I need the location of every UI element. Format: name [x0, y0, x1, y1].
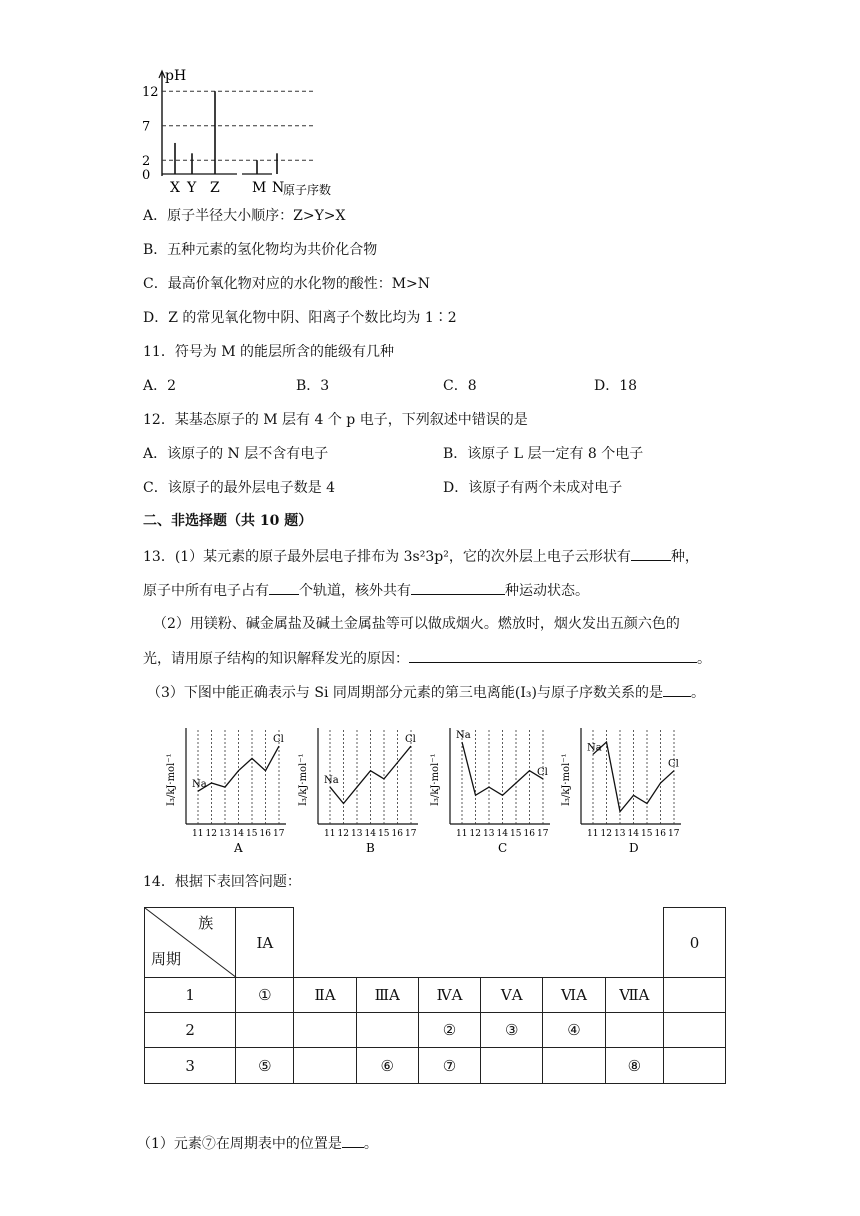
table-cell	[356, 1013, 418, 1048]
x-tick-label: 11	[456, 829, 468, 839]
y-axis-label: I₃/kJ·mol⁻¹	[430, 753, 441, 806]
x-tick-label: 14	[627, 829, 639, 839]
y-tick-label: 0	[142, 168, 151, 183]
x-tick-label: 11	[324, 829, 336, 839]
x-element-label: M	[252, 180, 267, 196]
q13-text: 13．(1）某元素的原子最外层电子排布为 3s²3p²，它的次外层上电子云形状有	[143, 549, 631, 565]
x-tick-label: 14	[496, 829, 508, 839]
period-cell: 2	[145, 1013, 236, 1048]
end-label: Cl	[405, 734, 416, 746]
answer-blank[interactable]	[663, 682, 691, 697]
x-tick-label: 17	[405, 829, 417, 839]
end-label: Cl	[273, 734, 284, 746]
x-tick-label: 15	[378, 829, 390, 839]
answer-blank[interactable]	[342, 1133, 364, 1148]
q13-text: （3）下图中能正确表示与 Si 同周期部分元素的第三电离能(I₃)与原子序数关系的是	[147, 685, 663, 701]
table-cell: ②	[418, 1013, 480, 1048]
q13-line-4	[143, 648, 711, 669]
group-1a-header: ⅠA	[236, 908, 294, 978]
table-cell: ⅦA	[605, 978, 663, 1013]
table-cell: ⅣA	[418, 978, 480, 1013]
x-tick-label: 17	[273, 829, 285, 839]
section-2-title: 二、非选择题（共 10 题）	[143, 513, 313, 529]
table-cell: ⑥	[356, 1048, 418, 1084]
y-tick-label: 7	[142, 119, 151, 135]
x-tick-label: 14	[364, 829, 376, 839]
x-tick-label: 15	[510, 829, 522, 839]
x-tick-label: 13	[219, 829, 231, 839]
q13-text: 种，	[670, 549, 699, 565]
q13-line-2	[143, 580, 589, 601]
q11-stem: 11．符号为 M 的能层所含的能级有几种	[143, 344, 395, 360]
empty-header	[294, 908, 664, 978]
ph-chart	[140, 66, 360, 196]
y-axis-label: I₃/kJ·mol⁻¹	[561, 753, 572, 806]
q11-option-c: C．8	[443, 378, 477, 394]
answer-blank[interactable]	[409, 648, 697, 663]
q13-text: 个轨道，核外共有	[299, 583, 411, 599]
x-element-label: Z	[210, 180, 220, 196]
x-tick-label: 13	[483, 829, 495, 839]
q13-text: 原子中所有电子占有	[143, 583, 269, 599]
x-tick-label: 12	[600, 829, 612, 839]
q14-sub1	[137, 1133, 378, 1154]
end-label: Cl	[537, 766, 548, 778]
x-tick-label: 16	[523, 829, 535, 839]
periodic-table	[144, 907, 726, 1084]
table-cell: ⑤	[236, 1048, 294, 1084]
q10-option-d: D．Z 的常见氧化物中阴、阳离子个数比均为 1∶2	[143, 310, 457, 326]
q14-text: （1）元素⑦在周期表中的位置是	[137, 1136, 342, 1152]
y-tick-label: 2	[142, 154, 151, 170]
table-cell	[605, 1013, 663, 1048]
table-cell: ⑦	[418, 1048, 480, 1084]
answer-blank[interactable]	[631, 546, 671, 561]
y-axis-label: I₃/kJ·mol⁻¹	[298, 753, 309, 806]
table-cell	[664, 978, 726, 1013]
y-axis-label: I₃/kJ·mol⁻¹	[166, 753, 177, 806]
table-row	[145, 1013, 726, 1048]
q13-text: 。	[690, 685, 705, 701]
x-tick-label: 16	[391, 829, 403, 839]
panel-label: C	[498, 841, 508, 855]
x-tick-label: 17	[537, 829, 549, 839]
table-cell: ⑧	[605, 1048, 663, 1084]
series-line	[593, 742, 674, 812]
ie-charts	[160, 720, 700, 855]
x-tick-label: 12	[205, 829, 217, 839]
table-row	[145, 978, 726, 1013]
q13-line-3: （2）用镁粉、碱金属盐及碱土金属盐等可以做成烟火。燃放时，烟火发出五颜六色的	[153, 616, 680, 632]
table-cell	[236, 1013, 294, 1048]
table-corner-cell	[145, 908, 236, 978]
q11-option-a: A．2	[143, 378, 177, 394]
x-element-label: N	[272, 180, 285, 196]
table-cell: ⅤA	[481, 978, 543, 1013]
table-cell: ⅥA	[543, 978, 605, 1013]
x-tick-label: 15	[641, 829, 653, 839]
q10-option-c: C．最高价氧化物对应的水化物的酸性：M>N	[143, 276, 431, 292]
table-cell: ④	[543, 1013, 605, 1048]
series-line	[198, 746, 279, 791]
table-cell: ①	[236, 978, 294, 1013]
table-row	[145, 1048, 726, 1084]
table-cell	[664, 1013, 726, 1048]
table-cell	[664, 1048, 726, 1084]
x-tick-label: 13	[351, 829, 363, 839]
table-cell	[294, 1013, 356, 1048]
panel-label: D	[629, 841, 639, 855]
table-cell: ⅢA	[356, 978, 418, 1013]
start-label: Na	[324, 775, 339, 787]
q12-option-d: D．该原子有两个未成对电子	[443, 480, 623, 496]
x-tick-label: 16	[654, 829, 666, 839]
x-tick-label: 12	[469, 829, 481, 839]
q13-text: 种运动状态。	[505, 583, 589, 599]
answer-blank[interactable]	[269, 580, 299, 595]
x-tick-label: 11	[192, 829, 204, 839]
x-element-label: Y	[187, 180, 197, 196]
table-cell: ③	[481, 1013, 543, 1048]
x-tick-label: 17	[668, 829, 680, 839]
x-tick-label: 15	[246, 829, 258, 839]
x-axis-label: 原子序数	[283, 183, 332, 196]
x-tick-label: 11	[587, 829, 599, 839]
end-label: Cl	[668, 758, 679, 770]
panel-label: A	[234, 841, 243, 855]
table-cell	[294, 1048, 356, 1084]
q13-text: 。	[697, 651, 711, 667]
period-cell: 3	[145, 1048, 236, 1084]
q11-option-b: B．3	[296, 378, 330, 394]
q12-option-a: A．该原子的 N 层不含有电子	[143, 446, 329, 462]
q12-stem: 12．某基态原子的 M 层有 4 个 p 电子，下列叙述中错误的是	[143, 412, 528, 428]
panel-label: B	[366, 841, 375, 855]
corner-group-label: 族	[198, 914, 214, 932]
x-tick-label: 16	[259, 829, 271, 839]
x-tick-label: 14	[232, 829, 244, 839]
q12-option-c: C．该原子的最外层电子数是 4	[143, 480, 336, 496]
table-cell	[481, 1048, 543, 1084]
q13-line-1	[143, 546, 699, 567]
x-element-label: X	[170, 180, 180, 196]
start-label: Na	[456, 730, 471, 741]
start-label: Na	[192, 779, 207, 791]
table-cell: ⅡA	[294, 978, 356, 1013]
table-cell	[543, 1048, 605, 1084]
q10-option-b: B．五种元素的氢化物均为共价化合物	[143, 242, 378, 258]
x-tick-label: 13	[614, 829, 626, 839]
y-axis-label: pH	[165, 68, 187, 84]
answer-blank[interactable]	[411, 580, 505, 595]
period-cell: 1	[145, 978, 236, 1013]
start-label: Na	[587, 742, 602, 754]
q11-option-d: D．18	[594, 378, 638, 394]
corner-period-label: 周期	[151, 950, 182, 968]
q10-option-a: A．原子半径大小顺序：Z>Y>X	[143, 208, 346, 224]
q12-option-b: B．该原子 L 层一定有 8 个电子	[443, 446, 644, 462]
q13-text: 光，请用原子结构的知识解释发光的原因：	[143, 651, 409, 667]
y-tick-label: 12	[142, 85, 159, 101]
q14-text: 。	[363, 1136, 378, 1152]
x-tick-label: 12	[337, 829, 349, 839]
q13-line-5	[147, 682, 705, 703]
q14-stem: 14．根据下表回答问题：	[143, 874, 301, 890]
group-0-header: 0	[664, 908, 726, 978]
